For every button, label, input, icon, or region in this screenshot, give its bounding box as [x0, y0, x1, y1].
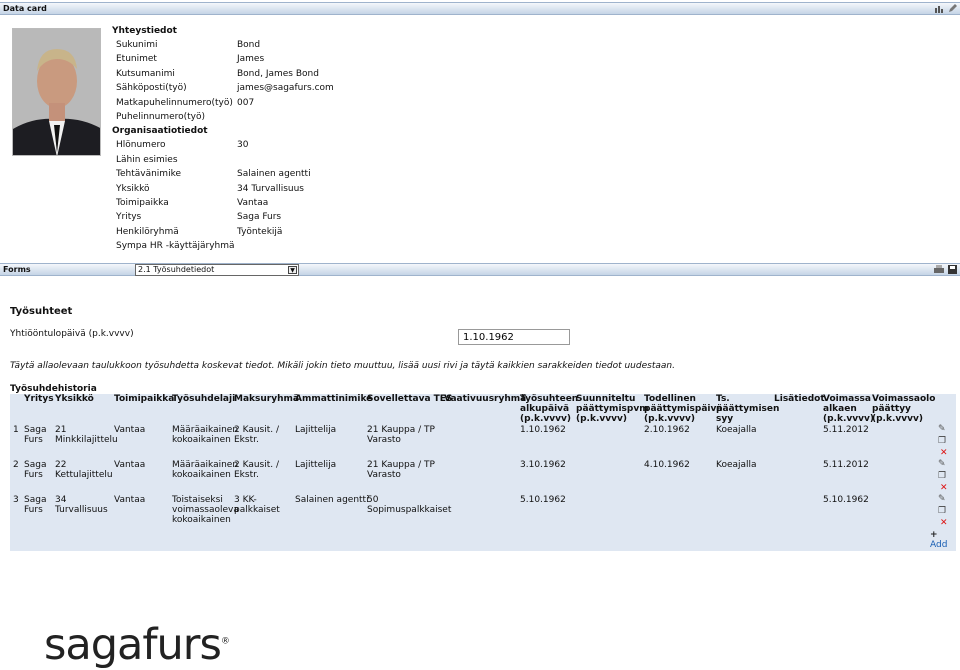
- column-header: Työsuhdelaji: [172, 394, 236, 404]
- data-card-header: [0, 2, 960, 15]
- column-header: Ammattinimike: [295, 394, 373, 404]
- detail-row-group: [112, 225, 512, 239]
- column-header: Todellinen päättymispäivä (p.k.vvvv): [644, 394, 723, 424]
- cell-unit: 34 Turvallisuus: [55, 495, 108, 515]
- detail-value: Salainen agentti: [237, 169, 311, 180]
- cell-job-title: Lajittelija: [295, 425, 337, 435]
- detail-value: 34 Turvallisuus: [237, 183, 304, 194]
- row-number: 2: [13, 460, 19, 470]
- detail-value: 007: [237, 97, 255, 108]
- column-header: Työsuhteen alkupäivä (p.k.vvvv): [520, 394, 579, 424]
- detail-value: Bond: [237, 40, 261, 50]
- history-title: Työsuhdehistoria: [10, 384, 97, 394]
- detail-row-surname: [112, 38, 512, 52]
- cell-start-date: 5.10.1962: [520, 495, 566, 505]
- data-card-title: Data card: [3, 4, 47, 13]
- row-number: 3: [13, 495, 19, 505]
- detail-row-unit: [112, 182, 512, 196]
- cell-contract-type: Määräaikainen kokoaikainen: [172, 425, 239, 445]
- detail-label: Henkilöryhmä: [116, 226, 179, 237]
- cell-end-date: 2.10.1962: [644, 425, 690, 435]
- cell-end-date: 4.10.1962: [644, 460, 690, 470]
- column-header: Yksikkö: [55, 394, 94, 404]
- detail-label: Kutsumanimi: [116, 68, 175, 79]
- logo-registered: ®: [220, 636, 229, 647]
- cell-end-reason: Koeajalla: [716, 460, 757, 470]
- detail-row-company: [112, 210, 512, 224]
- copy-icon[interactable]: ❐: [938, 436, 947, 446]
- detail-row-mobile: [112, 96, 512, 110]
- start-date-label: Yhtiööntulopäivä (p.k.vvvv): [10, 329, 134, 339]
- forms-title: Forms: [3, 265, 31, 274]
- cell-tes: 21 Kauppa / TP Varasto: [367, 460, 435, 480]
- detail-label: Tehtävänimike: [116, 169, 181, 180]
- detail-label: Sympa HR -käyttäjäryhmä: [116, 241, 235, 252]
- detail-label: Etunimet: [116, 54, 157, 65]
- cell-contract-type: Määräaikainen kokoaikainen: [172, 460, 239, 480]
- copy-icon[interactable]: ❐: [938, 506, 947, 516]
- detail-label: Hlönumero: [116, 140, 166, 151]
- edit-pencil-icon[interactable]: ✎: [938, 424, 946, 434]
- detail-row-email: [112, 81, 512, 95]
- plus-icon: +: [930, 530, 938, 540]
- contact-heading: Yhteystiedot: [112, 26, 177, 36]
- print-icon[interactable]: [934, 265, 944, 274]
- detail-label: Toimipaikka: [116, 197, 169, 208]
- employee-details: [112, 24, 512, 253]
- add-row-button[interactable]: [930, 530, 947, 550]
- detail-label: Yksikkö: [116, 183, 150, 194]
- edit-pencil-icon[interactable]: ✎: [938, 459, 946, 469]
- add-label: Add: [930, 540, 948, 550]
- cell-tes: 21 Kauppa / TP Varasto: [367, 425, 435, 445]
- chart-icon[interactable]: [934, 4, 944, 13]
- cell-valid-from: 5.11.2012: [823, 460, 869, 470]
- column-header: Voimassaolo päättyy (p.k.vvvv): [872, 394, 936, 424]
- cell-company: Saga Furs: [24, 495, 47, 515]
- cell-job-title: Salainen agentti: [295, 495, 369, 505]
- cell-pay-group: 2 Kausit. / Ekstr.: [234, 425, 280, 445]
- detail-row-manager: [112, 153, 512, 167]
- cell-valid-from: 5.10.1962: [823, 495, 869, 505]
- detail-row-user-group: [112, 239, 512, 253]
- column-header: Yritys: [24, 394, 54, 404]
- detail-row-person-number: [112, 138, 512, 152]
- cell-office: Vantaa: [114, 460, 146, 470]
- section-title: Työsuhteet: [10, 306, 73, 317]
- cell-office: Vantaa: [114, 425, 146, 435]
- detail-label: Sähköposti(työ): [116, 83, 187, 94]
- detail-row-job-title: [112, 167, 512, 181]
- detail-label: Puhelinnumero(työ): [116, 111, 206, 122]
- copy-icon[interactable]: ❐: [938, 471, 947, 481]
- cell-start-date: 3.10.1962: [520, 460, 566, 470]
- detail-value: Bond, James Bond: [237, 68, 319, 79]
- detail-label: Lähin esimies: [116, 154, 178, 165]
- detail-value: Vantaa: [237, 197, 269, 208]
- cell-company: Saga Furs: [24, 425, 47, 445]
- logo-text: sagafurs: [44, 620, 221, 670]
- column-header: Voimassa alkaen (p.k.vvvv): [823, 394, 874, 424]
- employee-photo: [12, 28, 101, 156]
- cell-company: Saga Furs: [24, 460, 47, 480]
- cell-contract-type: Toistaiseksi voimassaoleva kokoaikainen: [172, 495, 239, 525]
- detail-row-firstnames: [112, 52, 512, 66]
- cell-unit: 22 Kettulajittelu: [55, 460, 113, 480]
- detail-row-phone: [112, 110, 512, 124]
- org-heading: Organisaatiotiedot: [112, 126, 208, 137]
- column-header: Toimipaikka: [114, 394, 175, 404]
- start-date-input[interactable]: [458, 329, 570, 345]
- chevron-down-icon[interactable]: ▼: [288, 266, 297, 274]
- history-table: [10, 394, 956, 551]
- cell-pay-group: 2 Kausit. / Ekstr.: [234, 460, 280, 480]
- cell-unit: 21 Minkkilajittelu: [55, 425, 118, 445]
- cell-end-reason: Koeajalla: [716, 425, 757, 435]
- row-number: 1: [13, 425, 19, 435]
- cell-job-title: Lajittelija: [295, 460, 337, 470]
- cell-valid-from: 5.11.2012: [823, 425, 869, 435]
- detail-value: Työntekijä: [237, 226, 283, 237]
- detail-label: Sukunimi: [116, 40, 158, 50]
- delete-icon[interactable]: ✕: [940, 483, 948, 493]
- column-header: Vaativuusryhmä: [444, 394, 527, 404]
- save-icon[interactable]: [948, 265, 958, 274]
- detail-row-nickname: [112, 67, 512, 81]
- form-select[interactable]: [135, 264, 299, 276]
- form-select-value: 2.1 Työsuhdetiedot: [138, 265, 215, 274]
- edit-pencil-icon[interactable]: [948, 4, 958, 13]
- detail-value: james@sagafurs.com: [237, 83, 334, 94]
- instruction-text: Täytä allaolevaan taulukkoon työsuhdetta koskevat tiedot. Mikäli jokin tieto muuttuu, lisää uusi rivi ja täytä kaikkien sarakkeiden tiedot uudestaan.: [10, 361, 675, 371]
- sagafurs-logo: [44, 620, 229, 670]
- edit-pencil-icon[interactable]: ✎: [938, 494, 946, 504]
- cell-office: Vantaa: [114, 495, 146, 505]
- detail-value: James: [237, 54, 265, 65]
- delete-icon[interactable]: ✕: [940, 448, 948, 458]
- column-header: Maksuryhmä: [234, 394, 299, 404]
- detail-value: Saga Furs: [237, 212, 282, 223]
- column-header: Lisätiedot: [774, 394, 825, 404]
- detail-row-office: [112, 196, 512, 210]
- column-header: Sovellettava TES: [367, 394, 453, 404]
- detail-value: 30: [237, 140, 249, 151]
- column-header: Ts. päättymisen syy: [716, 394, 780, 424]
- delete-icon[interactable]: ✕: [940, 518, 948, 528]
- cell-pay-group: 3 KK-palkkaiset: [234, 495, 280, 515]
- detail-label: Matkapuhelinnumero(työ): [116, 97, 233, 108]
- detail-label: Yritys: [116, 212, 142, 223]
- column-header: Suunniteltu päättymispvm (p.k.vvvv): [576, 394, 649, 424]
- cell-tes: 50 Sopimuspalkkaiset: [367, 495, 452, 515]
- cell-start-date: 1.10.1962: [520, 425, 566, 435]
